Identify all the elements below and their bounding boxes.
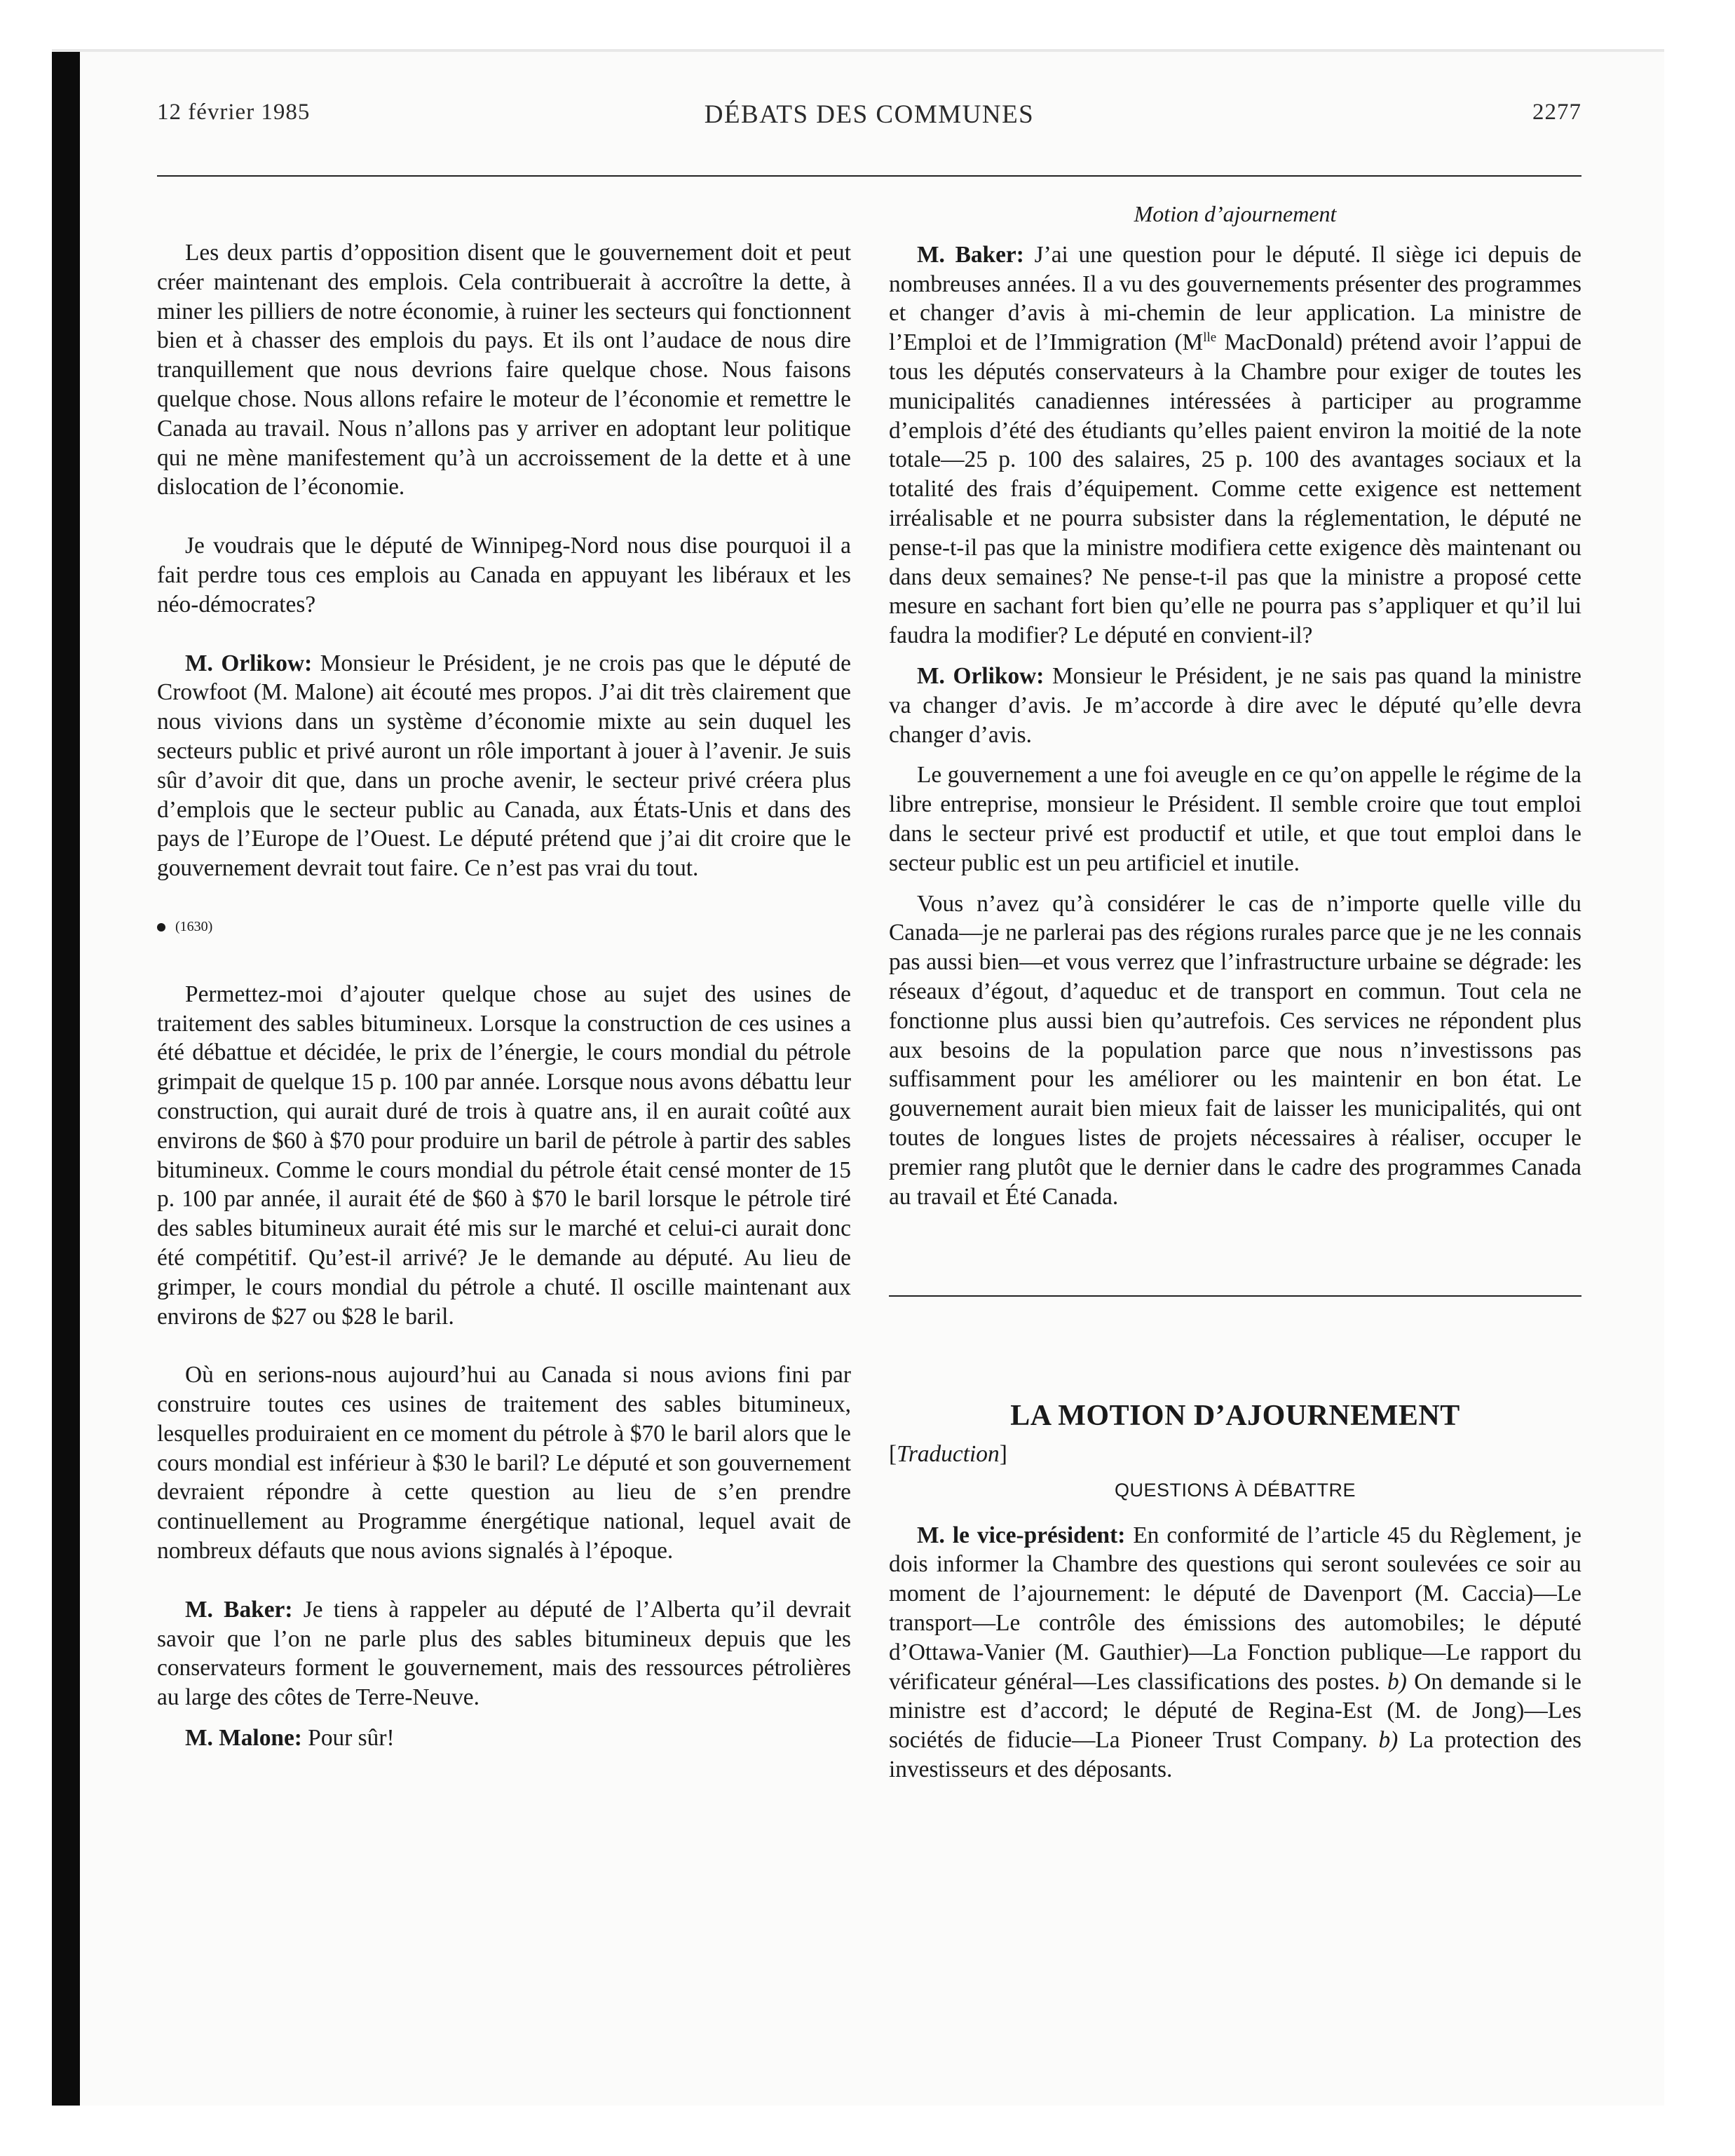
section-divider	[889, 1295, 1581, 1297]
section-title: Motion d’ajournement	[1134, 201, 1337, 226]
speech-text: MacDonald) prétend avoir l’appui de tous les députés conservateurs à la Chambre pour exiger de toutes les municipalités canadiennes intéressées à participer au programme d’emplois d’été des étudiants qu’elles paient environ la moitié de la note totale—25 p. 100 des salaires, 25 p. 100 des avantages sociaux et la totalité des frais d’équipement. Comme cette exigence est nettement irréalisable et ne pourra subsister dans la réglementation, le député ne pense-t-il pas que la ministre modifiera cette exigence dès maintenant ou dans deux semaines? Ne pense-t-il pas que la ministre a proposé cette mesure en sachant fort bien qu’elle ne pourra pas s’appliquer et qu’il lui faudra la modifier? Le député en convient-il?	[889, 329, 1581, 649]
bracket-close: ]	[999, 1441, 1007, 1468]
paragraph: Je voudrais que le député de Winnipeg-Nord nous dise pourquoi il a fait perdre tous ces emplois au Canada en appuyant les libéraux et les néo-démocrates?	[157, 533, 851, 618]
running-header	[157, 94, 1581, 136]
speaker-name: M. le vice-président:	[917, 1522, 1126, 1548]
speech-text: Monsieur le Président, je ne crois pas que le député de Crowfoot (M. Malone) ait écouté mes propos. J’ai dit très clairement que nous vivions dans un système d’économie mixte au sein duquel les secteurs public et privé auront un rôle important à jouer à l’avenir. Je suis sûr d’avoir dit que, dans un proche avenir, le secteur privé créera plus d’emplois que le secteur public au Canada, aux États-Unis et dans des pays de l’Europe de l’Ouest. Le député prétend que j’ai dit croire que le gouvernement devrait tout faire. Ce n’est pas vrai du tout.	[157, 650, 851, 882]
translation-label: Traduction	[897, 1441, 1000, 1468]
time-marker-text: (1630)	[175, 918, 213, 934]
speech-text: On demande si le ministre est d’accord; le député de Regina-Est (M. de Jong)—Les sociétés de fiducie—La Pioneer Trust Company.	[889, 1668, 1581, 1754]
paragraph	[889, 1521, 1581, 1785]
speaker-name: M. Baker:	[917, 241, 1024, 268]
paragraph	[889, 662, 1581, 749]
header-date: 12 février 1985	[157, 100, 311, 125]
paragraph: Où en serions-nous aujourd’hui au Canada si nous avions fini par construire toutes ces usines de traitement des sables bitumineux, lesquelles produiraient en ce moment du pétrole à $70 le baril alors que le cours mondial est inférieur à $30 le baril? Le député et son gouvernement devraient répondre à cette question au lieu de s’en prendre continuellement au Programme énergétique national, lequel avait de nombreux défauts que nous avions signalés à l’époque.	[157, 1362, 851, 1564]
speaker-name: M. Malone:	[185, 1725, 302, 1752]
bracket-open: [	[889, 1441, 897, 1468]
right-column	[889, 200, 1581, 1785]
section-heading: LA MOTION D’AJOURNEMENT	[1010, 1400, 1460, 1433]
page-number: 2277	[1532, 100, 1581, 125]
superscript: lle	[1203, 330, 1217, 346]
paragraph	[157, 649, 851, 883]
left-column	[157, 238, 851, 1753]
header-title: DÉBATS DES COMMUNES	[704, 100, 1035, 129]
speech-text: J’ai une question pour le député. Il siège ici depuis de nombreuses années. Il a vu des gouvernements présenter des programmes et changer d’avis à mi-chemin de leur application. La ministre de l’Emploi et de l’Immigration (M	[889, 241, 1581, 356]
speech-text: La protection des investisseurs et des déposants.	[889, 1727, 1581, 1783]
speaker-name: M. Orlikow:	[917, 662, 1045, 689]
paragraph: Les deux partis d’opposition disent que le gouvernement doit et peut créer maintenant des emplois. Cela contribuerait à accroître la dette, à miner les pilliers de notre économie, à ruiner les secteurs qui fonctionnent bien et à chasser des emplois du pays. Et ils ont l’audace de nous dire tranquillement que nous devrions faire quelque chose. Nous faisons quelque chose. Nous allons refaire le moteur de l’économie et remettre le Canada au travail. Nous n’allons pas y arriver en adoptant leur politique qui ne mène manifestement qu’à un accroissement de la dette et à une dislocation de l’économie.	[157, 240, 851, 500]
speaker-name: M. Baker:	[185, 1596, 293, 1623]
paragraph	[889, 240, 1581, 650]
speaker-name: M. Orlikow:	[185, 650, 313, 676]
translation-note	[889, 1440, 1581, 1469]
paragraph	[157, 1595, 851, 1712]
sub-heading: QUESTIONS À DÉBATTRE	[1114, 1479, 1356, 1501]
paragraph	[157, 1724, 851, 1753]
paragraph: Vous n’avez qu’à considérer le cas de n’importe quelle ville du Canada—je ne parlerai pas des régions rurales parce que je ne les connais pas aussi bien—et vous verrez que l’infrastructure urbaine se dégrade: les réseaux d’égout, d’aqueduc et de transport en commun. Tout cela ne fonctionne plus aussi bien qu’autrefois. Ces services ne répondent plus aux besoins de la population parce que nous n’investissons pas suffisamment pour les améliorer ou les maintenir en bon état. Le gouvernement aurait bien mieux fait de laisser les municipalités, qui ont toutes de longues listes de projets nécessaires à réaliser, occuper le premier rang plutôt que le dernier dans le cadre des programmes Canada au travail et Été Canada.	[889, 890, 1581, 1210]
speech-text: En conformité de l’article 45 du Règlement, je dois informer la Chambre des questions qui seront soulevées ce soir au moment de l’ajournement: le député de Davenport (M. Caccia)—Le transport—Le contrôle des émissions des automobiles; le député d’Ottawa-Vanier (M. Gauthier)—La Fonction publique—Le rapport du vérificateur général—Les classifications des postes.	[889, 1522, 1581, 1695]
list-marker: b)	[1378, 1727, 1399, 1754]
scan-edge-left	[52, 52, 80, 2106]
header-rule	[157, 175, 1581, 177]
speech-text: Monsieur le Président, je ne sais pas quand la ministre va changer d’avis. Je m’accorde à dire avec le député qu’elle devra changer d’avis.	[889, 662, 1581, 748]
speech-text: Pour sûr!	[301, 1725, 395, 1752]
paragraph: Permettez-moi d’ajouter quelque chose au sujet des usines de traitement des sables bitumineux. Lorsque la construction de ces usines a été débattue et décidée, le prix de l’énergie, le cours mondial du pétrole grimpait de quelque 15 p. 100 par année. Lorsque nous avons débattu leur construction, qui aurait duré de trois à quatre ans, il en aurait coûté aux environs de $60 à $70 pour produire un baril de pétrole à partir des sables bitumineux. Comme le cours mondial du pétrole était censé monter de 15 p. 100 par année, il aurait été de $60 à $70 le baril lorsque le pétrole tiré des sables bitumineux aurait été mis sur le marché et celui-ci aurait donc été compétitif. Qu’est-il arrivé? Je le demande au député. Au lieu de grimper, le cours mondial du pétrole a chuté. Il oscille maintenant aux environs de $27 ou $28 le baril.	[157, 981, 851, 1330]
bullet-icon	[157, 923, 165, 932]
speech-text: Je tiens à rappeler au député de l’Alberta qu’il devrait savoir que l’on ne parle plus des sables bitumineux depuis que les conservateurs forment le gouvernement, mais des ressources pétrolières au large des côtes de Terre-Neuve.	[157, 1596, 851, 1711]
paragraph: Le gouvernement a une foi aveugle en ce qu’on appelle le régime de la libre entreprise, monsieur le Président. Il semble croire que tout emploi dans le secteur privé est productif et utile, et que tout emploi dans le secteur public est un peu artificiel et inutile.	[889, 762, 1581, 876]
time-marker	[157, 913, 851, 942]
list-marker: b)	[1387, 1668, 1407, 1695]
